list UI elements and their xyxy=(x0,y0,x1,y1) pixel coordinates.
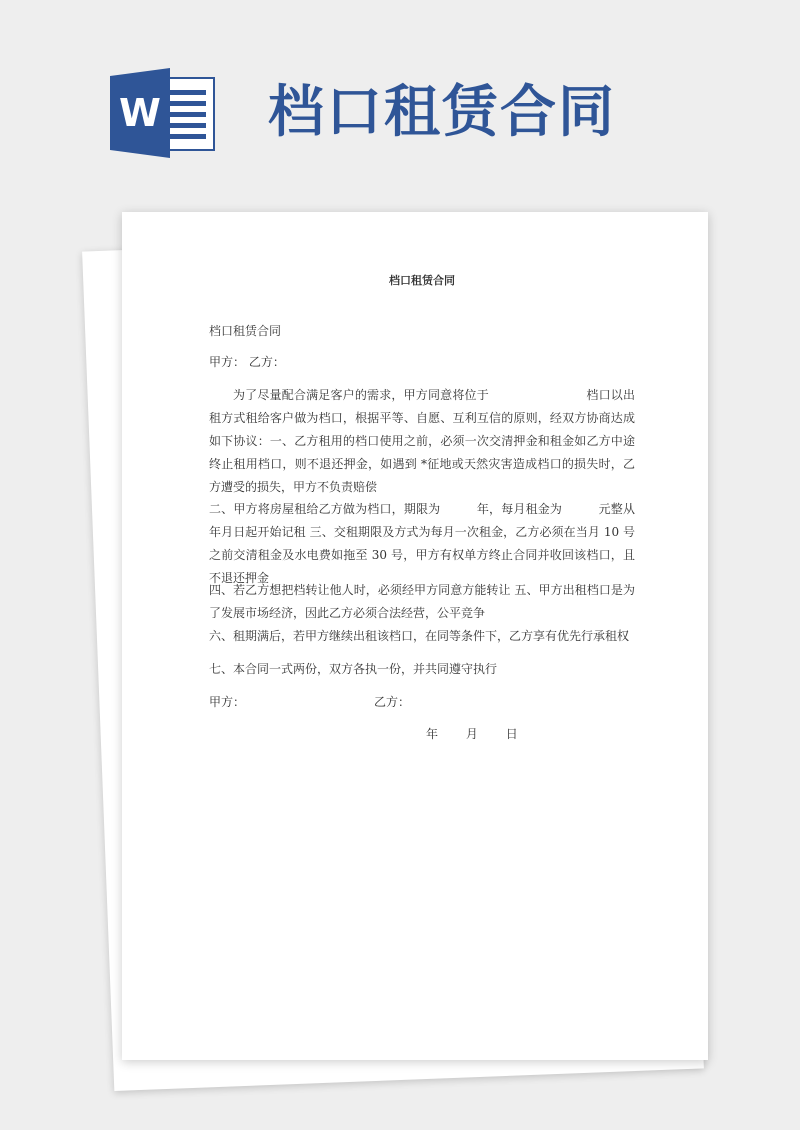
word-logo-letter: W xyxy=(119,91,161,135)
word-logo-icon xyxy=(110,68,220,158)
date-month: 月 xyxy=(465,727,478,741)
date-day: 日 xyxy=(505,727,518,741)
paragraph-3: 四、若乙方想把档转让他人时，必须经甲方同意方能转让 五、甲方出租档口是为了发展市场经济，因此乙方必须合法经营，公平竞争 xyxy=(209,583,635,620)
signature-party-a: 甲方： xyxy=(209,695,246,709)
document-page xyxy=(122,212,708,1060)
date-year: 年 xyxy=(426,727,439,741)
paragraph-4: 六、租期满后，若甲方继续出租该档口，在同等条件下，乙方享有优先行承租权 xyxy=(209,629,630,643)
signature-party-b: 乙方： xyxy=(374,695,411,709)
document-subtitle: 档口租赁合同 xyxy=(209,324,282,338)
header xyxy=(0,0,800,190)
document-heading: 档口租赁合同 xyxy=(389,274,455,287)
paragraph-2: 二、甲方将房屋租给乙方做为档口，期限为 年，每月租金为 元整从 年月日起开始记租 三、交租期限及方式为每月一次租金，乙方必须在当月 10 号之前交清租金及水电费如拖至 30 号，甲方有权单方终止合同并收回该档口，且不退还押金 xyxy=(209,502,648,585)
parties-line: 甲方： 乙方： xyxy=(209,355,285,369)
paragraph-1: 为了尽量配合满足客户的需求，甲方同意将位于 档口以出租方式租给客户做为档口，根据平等、自愿、互利互信的原则，经双方协商达成如下协议：一、乙方租用的档口使用之前，必须一次交清押金和租金如乙方中途终止租用档口，则不退还押金，如遇到 *征地或天然灾害造成档口的损失时，乙方遭受的损失，甲方不负责赔偿 xyxy=(209,388,635,494)
page-title: 档口租赁合同 xyxy=(268,80,616,145)
date-line xyxy=(414,723,530,746)
paragraph-5: 七、本合同一式两份，双方各执一份，并共同遵守执行 xyxy=(209,662,498,676)
